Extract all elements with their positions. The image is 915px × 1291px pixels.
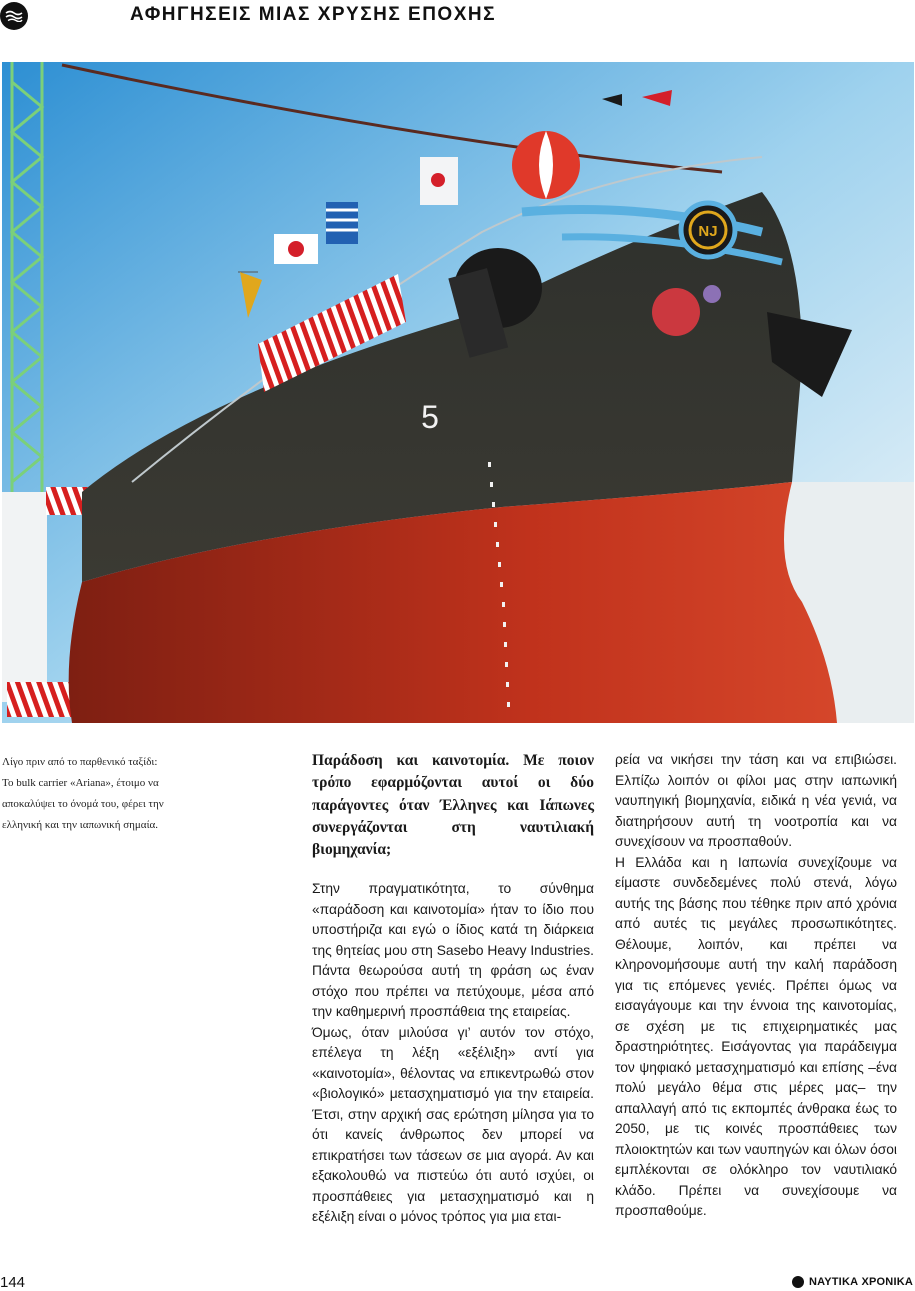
paragraph: ρεία να νικήσει την τάση και να επιβιώσει. Ελπίζω λοιπόν οι φίλοι μας στην ιαπωνική ναυπηγική βιομηχανία, ειδικά η νέα γενιά, να διατηρήσουν αυτή τη νοοτροπία και να συνεχίσουν να προσπαθούν. (615, 752, 897, 849)
interview-question: Παράδοση και καινοτομία. Με ποιον τρόπο εφαρμόζονται αυτοί οι δύο παράγοντες όταν Έλληνες και Ιάπωνες συνεργάζονται στη ναυτιλιακή βιομηχανία; (312, 752, 594, 859)
hull-mark: 5 (421, 399, 439, 435)
answer-text-continued (615, 750, 897, 1222)
page-number: 144 (0, 1274, 26, 1291)
caption-line: αποκαλύψει το όνομά του, φέρει την (2, 798, 164, 810)
emblem-text: NJ (698, 223, 718, 240)
paragraph: Στην πραγματικότητα, το σύνθημα «παράδοση και καινοτομία» ήταν το ίδιο που υποστήριζα και εγώ ο ίδιος κατά τη διάρκεια της θητείας μου στη Sasebo Heavy Industries. Πάντα θεωρούσα αυτή τη φράση ως έναν στόχο που πρέπει να πετύχουμε, μέσα από την καθημερινή προσπάθεια της εταιρείας. (312, 881, 594, 1020)
section-title: ΑΦΗΓΗΣΕΙΣ ΜΙΑΣ ΧΡΥΣΗΣ ΕΠΟΧΗΣ (130, 4, 497, 25)
article-column-2 (615, 750, 897, 1222)
paragraph: Η Ελλάδα και η Ιαπωνία συνεχίζουμε να είμαστε συνδεδεμένες πολύ στενά, λόγω αυτής της βάσης που τέθηκε πριν από χρόνια από αυτές τις μεγάλες προσωπικότητες. Θέλουμε, λοιπόν, και πρέπει να κληρονομήσουμε αυτή την καλή παράδοση για τις επόμενες γενιές. Πρέπει όμως να εισαγάγουμε και την έννοια της καινοτομίας, σε σχέση με τις επιχειρηματικές μας δραστηριότητες. Εισάγοντας για παράδειγμα τον ψηφιακό μετασχηματισμό και επίσης –ένα πολύ μεγάλο θέμα στις μέρες μας– την απαλλαγή από τις εκπομπές άνθρακα έως το 2050, με τις κοινές προσπάθειες των πλοιοκτητών και των ναυπηγών και όλων όσοι εμπλέκονται σε ολόκληρο τον ναυτιλιακό κλάδο. Πρέπει να συνεχίσουμε να προσπαθούμε. (615, 854, 897, 1218)
magazine-logo-icon (0, 2, 28, 30)
ship-launch-photo (2, 62, 914, 723)
photo-caption (2, 752, 187, 836)
answer-text (312, 879, 594, 1228)
paragraph: Όμως, όταν μιλούσα γι’ αυτόν τον στόχο, επέλεγα τη λέξη «εξέλιξη» αντί για «καινοτομία», θέλοντας να επικεντρωθώ στον «βιολογικό» μετασχηματισμό για την εταιρεία. Έτσι, στην αρχική σας ερώτηση μίλησα για το ότι κανείς άνθρωπος δεν μπορεί να επικρατήσει των τάσεων σε μια αγορά. Αν και εξακολουθώ να πιστεύω ότι αυτό ισχύει, οι προσπάθειες για μετασχηματισμό και η εξέλιξη είναι ο μόνος τρόπος για μια εται- (312, 1024, 594, 1225)
caption-line: Το bulk carrier «Ariana», έτοιμο να (2, 777, 159, 789)
caption-line: Λίγο πριν από το παρθενικό ταξίδι: (2, 756, 158, 768)
brand-logo-icon (792, 1276, 804, 1288)
caption-line: ελληνική και την ιαπωνική σημαία. (2, 819, 159, 831)
brand-name: ΝΑΥΤΙΚΑ ΧΡΟΝΙΚΑ (808, 1276, 913, 1288)
footer-brand (792, 1276, 913, 1288)
article-column-1 (312, 750, 594, 1228)
